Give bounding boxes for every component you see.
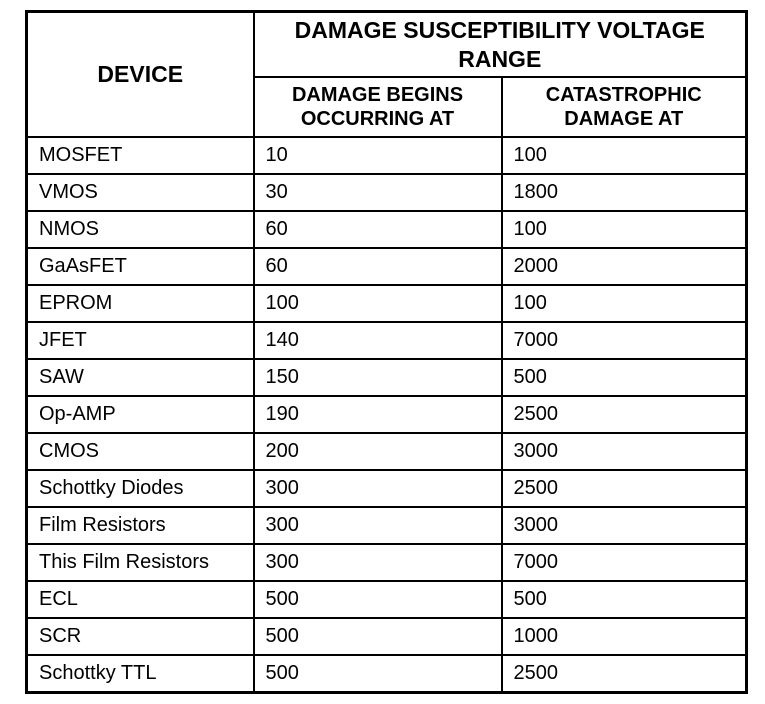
table-row [27, 470, 747, 507]
table-row [27, 507, 747, 544]
catastrophic-damage-cell: 100 [502, 211, 747, 248]
catastrophic-damage-cell: 500 [502, 359, 747, 396]
damage-begins-cell: 10 [254, 137, 502, 174]
damage-begins-cell: 300 [254, 544, 502, 581]
damage-begins-cell: 200 [254, 433, 502, 470]
table-row [27, 544, 747, 581]
header-device: DEVICE [27, 12, 254, 138]
table-row [27, 396, 747, 433]
catastrophic-damage-cell: 1800 [502, 174, 747, 211]
catastrophic-damage-cell: 7000 [502, 322, 747, 359]
device-cell: Schottky TTL [27, 655, 254, 693]
catastrophic-damage-cell: 2500 [502, 655, 747, 693]
device-cell: Film Resistors [27, 507, 254, 544]
damage-begins-cell: 300 [254, 507, 502, 544]
header-catastrophic-damage: CATASTROPHIC DAMAGE AT [502, 77, 747, 137]
damage-begins-cell: 500 [254, 618, 502, 655]
catastrophic-damage-cell: 3000 [502, 507, 747, 544]
damage-begins-cell: 60 [254, 248, 502, 285]
table-row [27, 655, 747, 693]
table-row [27, 137, 747, 174]
device-cell: This Film Resistors [27, 544, 254, 581]
catastrophic-damage-cell: 100 [502, 137, 747, 174]
device-cell: CMOS [27, 433, 254, 470]
damage-begins-cell: 500 [254, 581, 502, 618]
device-cell: VMOS [27, 174, 254, 211]
table-row [27, 359, 747, 396]
table-row [27, 211, 747, 248]
catastrophic-damage-cell: 1000 [502, 618, 747, 655]
catastrophic-damage-cell: 2500 [502, 470, 747, 507]
device-cell: EPROM [27, 285, 254, 322]
damage-susceptibility-table [25, 10, 748, 694]
header-damage-begins: DAMAGE BEGINS OCCURRING AT [254, 77, 502, 137]
table-row [27, 174, 747, 211]
catastrophic-damage-cell: 2000 [502, 248, 747, 285]
device-cell: Op-AMP [27, 396, 254, 433]
damage-begins-cell: 150 [254, 359, 502, 396]
damage-susceptibility-table-container [25, 10, 748, 694]
table-body [27, 137, 747, 693]
header-voltage-range-group: DAMAGE SUSCEPTIBILITY VOLTAGE RANGE [254, 12, 747, 78]
device-cell: ECL [27, 581, 254, 618]
table-row [27, 618, 747, 655]
table-row [27, 248, 747, 285]
catastrophic-damage-cell: 2500 [502, 396, 747, 433]
device-cell: MOSFET [27, 137, 254, 174]
damage-begins-cell: 500 [254, 655, 502, 693]
damage-begins-cell: 140 [254, 322, 502, 359]
header-row-group [27, 12, 747, 78]
damage-begins-cell: 190 [254, 396, 502, 433]
table-row [27, 433, 747, 470]
table-row [27, 285, 747, 322]
damage-begins-cell: 300 [254, 470, 502, 507]
device-cell: SAW [27, 359, 254, 396]
table-header [27, 12, 747, 138]
catastrophic-damage-cell: 500 [502, 581, 747, 618]
damage-begins-cell: 100 [254, 285, 502, 322]
device-cell: JFET [27, 322, 254, 359]
catastrophic-damage-cell: 7000 [502, 544, 747, 581]
table-row [27, 581, 747, 618]
damage-begins-cell: 60 [254, 211, 502, 248]
catastrophic-damage-cell: 3000 [502, 433, 747, 470]
device-cell: NMOS [27, 211, 254, 248]
catastrophic-damage-cell: 100 [502, 285, 747, 322]
damage-begins-cell: 30 [254, 174, 502, 211]
device-cell: SCR [27, 618, 254, 655]
device-cell: GaAsFET [27, 248, 254, 285]
device-cell: Schottky Diodes [27, 470, 254, 507]
table-row [27, 322, 747, 359]
